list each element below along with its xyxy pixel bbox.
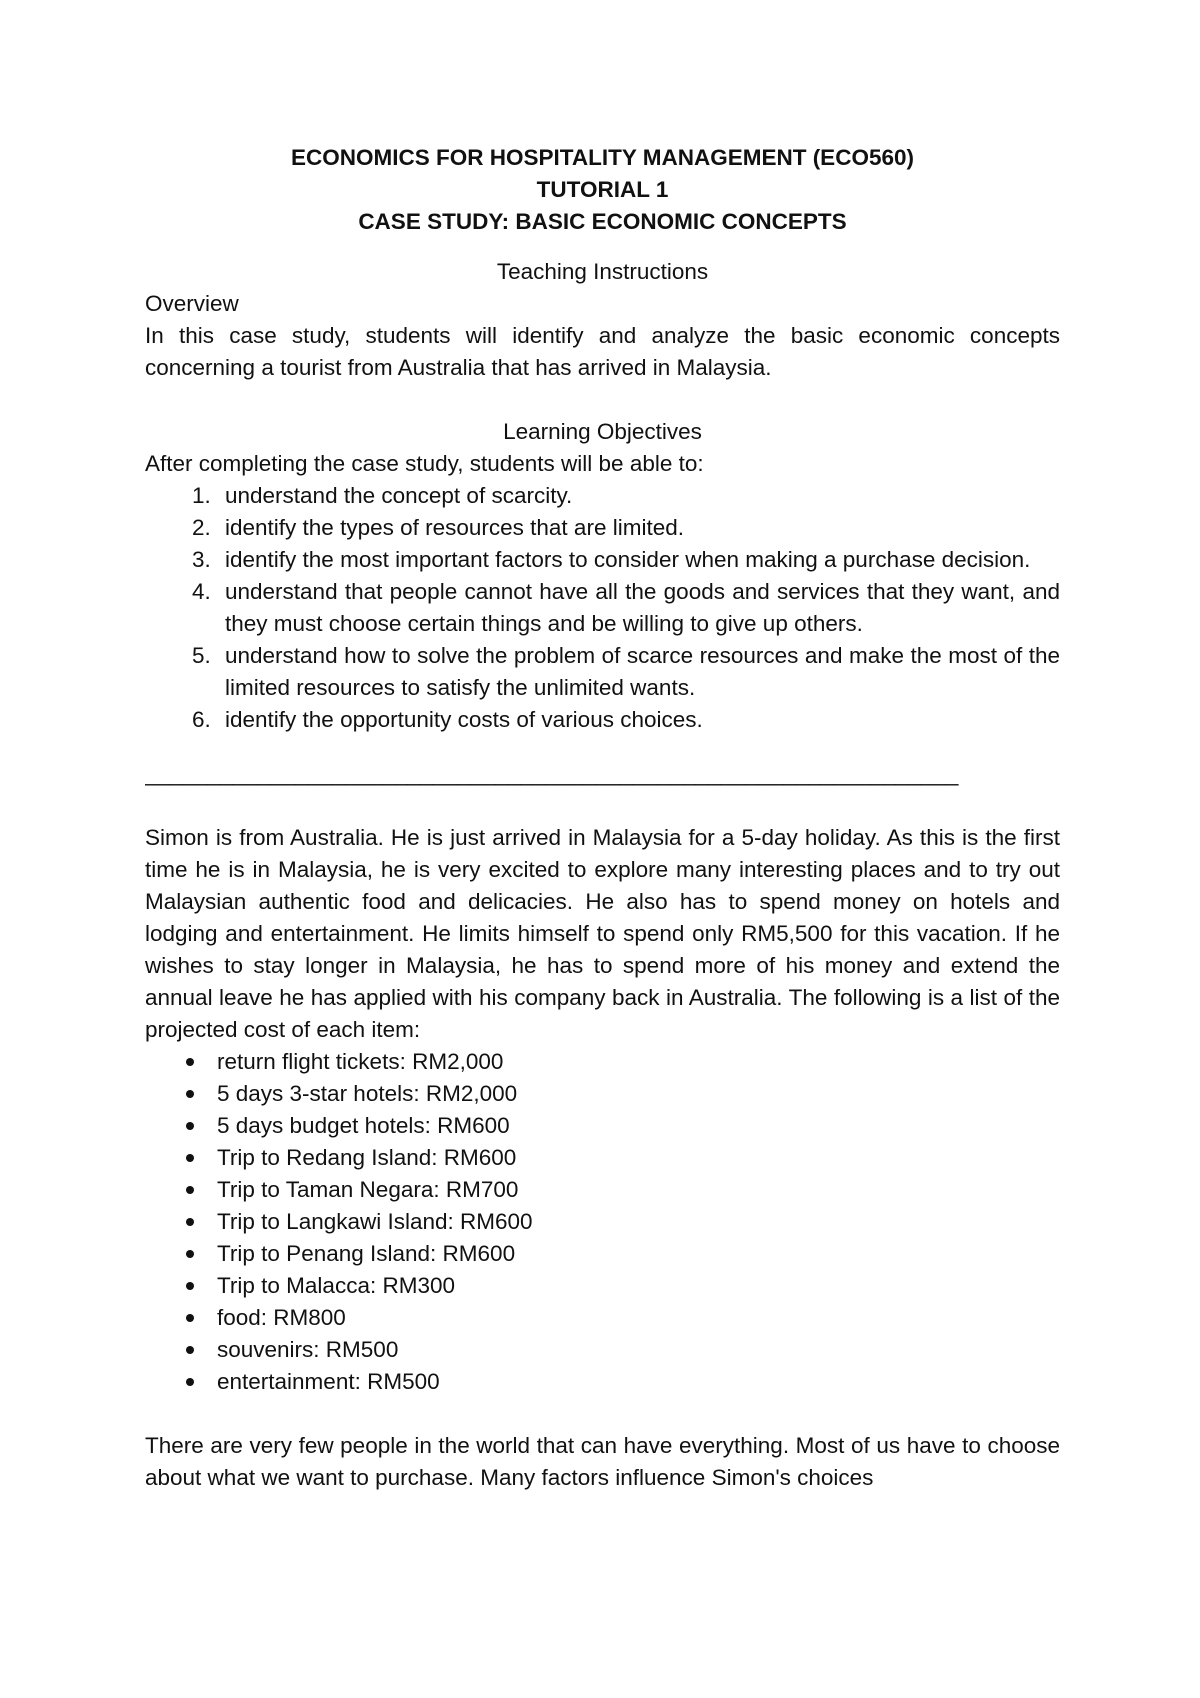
bullet-icon (186, 1122, 194, 1130)
objectives-intro: After completing the case study, students will be able to: (145, 451, 704, 476)
cost-item-text: Trip to Penang Island: RM600 (217, 1241, 516, 1266)
objectives-list (145, 480, 1060, 736)
list-item: 4. understand that people cannot have all the goods and services that they want, and they must choose certain things and be willing to give up others. (217, 576, 1060, 640)
overview-text: In this case study, students will identify and analyze the basic economic concepts concerning a tourist from Australia that has arrived in Malaysia. (145, 323, 1060, 380)
cost-item-text: food: RM800 (217, 1305, 346, 1330)
cost-item-text: entertainment: RM500 (217, 1369, 440, 1394)
bullet-icon (186, 1154, 194, 1162)
list-item (217, 1142, 1060, 1174)
list-item: 5. understand how to solve the problem of scarce resources and make the most of the limited resources to satisfy the unlimited wants. (217, 640, 1060, 704)
cost-item-text: Trip to Redang Island: RM600 (217, 1145, 517, 1170)
cost-item-text: Trip to Taman Negara: RM700 (217, 1177, 519, 1202)
bullet-icon (186, 1250, 194, 1258)
list-item: 6. identify the opportunity costs of various choices. (217, 704, 1060, 736)
bullet-icon (186, 1378, 194, 1386)
bullet-icon (186, 1186, 194, 1194)
document-page (145, 142, 1060, 1494)
cost-item-text: Trip to Langkawi Island: RM600 (217, 1209, 533, 1234)
learning-objectives-heading: Learning Objectives (503, 419, 702, 444)
list-item (217, 1334, 1060, 1366)
cost-item-text: return flight tickets: RM2,000 (217, 1049, 504, 1074)
overview-label: Overview (145, 291, 239, 316)
bullet-icon (186, 1090, 194, 1098)
list-item (217, 1366, 1060, 1398)
list-item: 2. identify the types of resources that are limited. (217, 512, 1060, 544)
list-item (217, 1270, 1060, 1302)
list-item: 3. identify the most important factors to consider when making a purchase decision. (217, 544, 1060, 576)
section-divider: _________________________________________________________________ (145, 761, 959, 786)
closing-paragraph: There are very few people in the world that can have everything. Most of us have to choose about what we want to purchase. Many factors influence Simon's choices (145, 1433, 1060, 1490)
cost-item-text: souvenirs: RM500 (217, 1337, 399, 1362)
course-title: ECONOMICS FOR HOSPITALITY MANAGEMENT (ECO560) (291, 145, 914, 170)
bullet-icon (186, 1346, 194, 1354)
list-item (217, 1206, 1060, 1238)
tutorial-number: TUTORIAL 1 (536, 177, 669, 202)
list-item (217, 1110, 1060, 1142)
cost-item-text: Trip to Malacca: RM300 (217, 1273, 455, 1298)
case-paragraph: Simon is from Australia. He is just arrived in Malaysia for a 5-day holiday. As this is the first time he is in Malaysia, he is very excited to explore many interesting places and to try out Malaysian authentic food and delicacies. He also has to spend money on hotels and lodging and entertainment. He limits himself to spend only RM5,500 for this vacation. If he wishes to stay longer in Malaysia, he has to spend more of his money and extend the annual leave he has applied with his company back in Australia. The following is a list of the projected cost of each item: (145, 825, 1060, 1042)
cost-item-text: 5 days budget hotels: RM600 (217, 1113, 510, 1138)
bullet-icon (186, 1282, 194, 1290)
teaching-instructions-heading: Teaching Instructions (496, 259, 709, 284)
cost-item-text: 5 days 3-star hotels: RM2,000 (217, 1081, 518, 1106)
case-study-title: CASE STUDY: BASIC ECONOMIC CONCEPTS (358, 209, 847, 234)
list-item (217, 1046, 1060, 1078)
bullet-icon (186, 1218, 194, 1226)
list-item (217, 1302, 1060, 1334)
bullet-icon (186, 1058, 194, 1066)
list-item: 1. understand the concept of scarcity. (217, 480, 1060, 512)
bullet-icon (186, 1314, 194, 1322)
list-item (217, 1238, 1060, 1270)
list-item (217, 1174, 1060, 1206)
list-item (217, 1078, 1060, 1110)
cost-list (145, 1046, 1060, 1398)
